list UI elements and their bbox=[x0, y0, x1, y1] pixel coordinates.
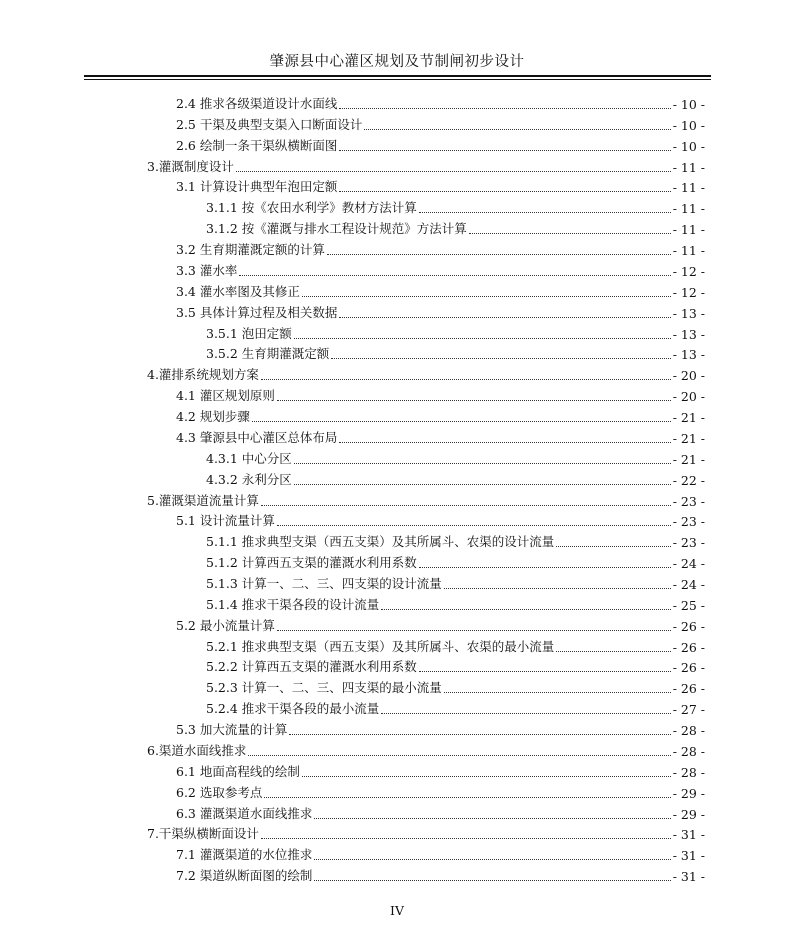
toc-entry[interactable] bbox=[176, 134, 705, 154]
toc-entry[interactable] bbox=[176, 843, 705, 863]
toc-dot-leader bbox=[302, 775, 671, 777]
toc-dot-leader bbox=[239, 274, 670, 276]
toc-entry-page: - 28 - bbox=[672, 743, 705, 759]
toc-entry-page: - 11 - bbox=[672, 243, 705, 259]
header-rule bbox=[84, 75, 711, 77]
toc-entry[interactable] bbox=[147, 739, 705, 759]
toc-entry[interactable] bbox=[176, 175, 705, 195]
toc-entry-page: - 26 - bbox=[672, 639, 705, 655]
toc-dot-leader bbox=[252, 420, 671, 422]
toc-entry-page: - 21 - bbox=[672, 430, 705, 446]
toc-entry-page: - 26 - bbox=[672, 660, 705, 676]
toc-entry-page: - 26 - bbox=[672, 618, 705, 634]
toc-entry-page: - 28 - bbox=[672, 723, 705, 739]
toc-entry[interactable] bbox=[147, 822, 705, 842]
toc-entry-page: - 21 - bbox=[672, 451, 705, 467]
toc-entry[interactable] bbox=[176, 301, 705, 321]
toc-entry-title: 4.2 规划步骤 bbox=[176, 409, 250, 425]
toc-dot-leader bbox=[339, 107, 670, 109]
toc-entry-page: - 23 - bbox=[672, 493, 705, 509]
toc-entry[interactable] bbox=[176, 802, 705, 822]
toc-entry-title: 5.1.3 计算一、二、三、四支渠的设计流量 bbox=[206, 576, 442, 591]
toc-dot-leader bbox=[339, 441, 670, 443]
toc-entry-title: 3.5 具体计算过程及相关数据 bbox=[176, 304, 338, 320]
toc-entry-page: - 25 - bbox=[672, 597, 705, 613]
toc-entry-page: - 11 - bbox=[672, 222, 705, 238]
toc-dot-leader bbox=[556, 650, 670, 652]
toc-entry-title: 6.渠道水面线推求 bbox=[147, 742, 247, 758]
toc-dot-leader bbox=[289, 733, 670, 735]
toc-dot-leader bbox=[277, 399, 671, 401]
toc-entry-title: 2.5 干渠及典型支渠入口断面设计 bbox=[176, 116, 363, 132]
toc-entry-title: 5.灌溉渠道流量计算 bbox=[147, 492, 259, 508]
toc-entry[interactable] bbox=[176, 718, 705, 738]
toc-entry[interactable] bbox=[206, 593, 705, 613]
toc-entry-title: 2.4 推求各级渠道设计水面线 bbox=[176, 96, 338, 111]
toc-entry-title: 3.1.1 按《农田水利学》教材方法计算 bbox=[206, 200, 417, 216]
toc-dot-leader bbox=[327, 253, 671, 255]
toc-entry-page: - 31 - bbox=[672, 869, 705, 885]
toc-entry-title: 2.6 绘制一条干渠纵横断面图 bbox=[176, 137, 338, 153]
toc-dot-leader bbox=[261, 378, 671, 380]
toc-entry-page: - 10 - bbox=[672, 117, 705, 133]
toc-entry-title: 3.4 灌水率图及其修正 bbox=[176, 283, 300, 299]
toc-dot-leader bbox=[419, 670, 671, 672]
toc-entry-title: 7.2 渠道纵断面图的绘制 bbox=[176, 868, 313, 884]
toc-entry[interactable] bbox=[176, 426, 705, 446]
toc-entry-page: - 20 - bbox=[672, 368, 705, 384]
toc-entry[interactable] bbox=[176, 760, 705, 780]
toc-entry-page: - 29 - bbox=[672, 806, 705, 822]
toc-entry-title: 7.1 灌溉渠道的水位推求 bbox=[176, 847, 313, 863]
toc-entry-title: 3.5.1 泡田定额 bbox=[206, 325, 292, 341]
toc-dot-leader bbox=[339, 316, 670, 318]
toc-entry[interactable] bbox=[206, 530, 705, 550]
toc-entry-page: - 24 - bbox=[672, 577, 705, 592]
toc-dot-leader bbox=[277, 629, 671, 631]
toc-entry-title: 5.2.4 推求干渠各段的最小流量 bbox=[206, 701, 380, 717]
toc-dot-leader bbox=[444, 691, 671, 693]
toc-entry-page: - 22 - bbox=[672, 472, 705, 488]
toc-entry-page: - 31 - bbox=[672, 827, 705, 843]
toc-entry[interactable] bbox=[176, 384, 705, 404]
toc-entry-page: - 10 - bbox=[672, 138, 705, 154]
toc-dot-leader bbox=[261, 504, 671, 506]
toc-entry-page: - 13 - bbox=[672, 347, 705, 363]
toc-entry-title: 7.干渠纵横断面设计 bbox=[147, 826, 259, 842]
toc-dot-leader bbox=[294, 483, 671, 485]
toc-entry-page: - 12 - bbox=[672, 284, 705, 300]
toc-entry-title: 3.3 灌水率 bbox=[176, 262, 238, 278]
toc-entry-page: - 13 - bbox=[672, 326, 705, 342]
toc-entry[interactable] bbox=[206, 655, 705, 675]
toc-entry-page: - 28 - bbox=[672, 764, 705, 780]
toc-entry-title: 4.3 肇源县中心灌区总体布局 bbox=[176, 429, 338, 445]
toc-dot-leader bbox=[294, 337, 671, 339]
toc-entry-page: - 12 - bbox=[672, 263, 705, 279]
toc-entry-page: - 31 - bbox=[672, 848, 705, 864]
toc-entry-title: 3.1 计算设计典型年泡田定额 bbox=[176, 179, 338, 195]
toc-entry[interactable] bbox=[206, 551, 705, 571]
toc-dot-leader bbox=[314, 817, 670, 819]
toc-dot-leader bbox=[236, 170, 671, 172]
toc-entry-title: 5.1 设计流量计算 bbox=[176, 513, 275, 529]
toc-entry[interactable] bbox=[147, 489, 705, 509]
toc-entry[interactable] bbox=[206, 196, 705, 216]
toc-entry-title: 5.3 加大流量的计算 bbox=[176, 722, 288, 738]
toc-dot-leader bbox=[294, 462, 671, 464]
toc-entry[interactable] bbox=[147, 155, 705, 175]
toc-entry-title: 6.1 地面高程线的绘制 bbox=[176, 763, 300, 779]
toc-entry-page: - 26 - bbox=[672, 681, 705, 697]
toc-entry-title: 3.灌溉制度设计 bbox=[147, 158, 234, 174]
toc-dot-leader bbox=[314, 879, 670, 881]
toc-entry-title: 5.2.2 计算西五支渠的灌溉水利用系数 bbox=[206, 659, 417, 675]
toc-entry-title: 6.2 选取参考点 bbox=[176, 784, 263, 800]
toc-entry-page: - 10 - bbox=[672, 97, 705, 112]
toc-dot-leader bbox=[261, 837, 671, 839]
toc-dot-leader bbox=[264, 796, 670, 798]
toc-entry-title: 4.3.2 永利分区 bbox=[206, 471, 292, 487]
toc-entry[interactable] bbox=[206, 676, 705, 696]
toc-dot-leader bbox=[277, 524, 671, 526]
toc-dot-leader bbox=[419, 566, 671, 568]
toc-dot-leader bbox=[248, 754, 670, 756]
toc-entry-page: - 27 - bbox=[672, 702, 705, 718]
toc-dot-leader bbox=[381, 712, 670, 714]
toc-entry[interactable] bbox=[206, 572, 705, 592]
toc-entry-page: - 23 - bbox=[672, 514, 705, 530]
toc-entry[interactable] bbox=[206, 468, 705, 488]
toc-entry-page: - 23 - bbox=[672, 535, 705, 551]
toc-entry[interactable] bbox=[176, 509, 705, 529]
toc-dot-leader bbox=[381, 608, 670, 610]
toc-entry-title: 4.灌排系统规划方案 bbox=[147, 367, 259, 383]
toc-dot-leader bbox=[339, 190, 670, 192]
toc-dot-leader bbox=[364, 128, 670, 130]
toc-entry-page: - 11 - bbox=[672, 180, 705, 196]
toc-entry[interactable] bbox=[206, 342, 705, 362]
toc-entry[interactable] bbox=[176, 864, 705, 884]
toc-entry-page: - 11 - bbox=[672, 159, 705, 175]
toc-entry[interactable] bbox=[206, 322, 705, 342]
toc-entry-title: 6.3 灌溉渠道水面线推求 bbox=[176, 805, 313, 821]
toc-entry[interactable] bbox=[176, 259, 705, 279]
toc-entry[interactable] bbox=[206, 635, 705, 655]
toc-entry[interactable] bbox=[176, 113, 705, 133]
toc-dot-leader bbox=[339, 149, 670, 151]
header-rule-thin bbox=[84, 79, 711, 80]
toc-entry[interactable] bbox=[147, 363, 705, 383]
toc-entry-page: - 24 - bbox=[672, 556, 705, 572]
toc-dot-leader bbox=[302, 295, 671, 297]
toc-entry[interactable] bbox=[176, 614, 705, 634]
toc-entry-page: - 11 - bbox=[672, 201, 705, 217]
toc-entry-page: - 29 - bbox=[672, 785, 705, 801]
toc-dot-leader bbox=[444, 587, 671, 589]
toc-dot-leader bbox=[314, 858, 670, 860]
toc-entry-page: - 20 - bbox=[672, 389, 705, 405]
toc-entry-title: 5.1.2 计算西五支渠的灌溉水利用系数 bbox=[206, 555, 417, 571]
toc-entry[interactable] bbox=[176, 238, 705, 258]
toc-dot-leader bbox=[419, 211, 671, 213]
toc-entry-title: 5.2.1 推求典型支渠（西五支渠）及其所属斗、农渠的最小流量 bbox=[206, 638, 555, 654]
toc-entry[interactable] bbox=[206, 217, 705, 237]
toc-entry[interactable] bbox=[176, 92, 705, 112]
running-header: 肇源县中心灌区规划及节制闸初步设计 bbox=[269, 54, 525, 70]
toc-entry[interactable] bbox=[176, 280, 705, 300]
toc-entry-title: 3.1.2 按《灌溉与排水工程设计规范》方法计算 bbox=[206, 221, 467, 237]
toc-entry-title: 3.2 生育期灌溉定额的计算 bbox=[176, 242, 325, 258]
toc-entry-title: 4.3.1 中心分区 bbox=[206, 450, 292, 466]
toc-entry[interactable] bbox=[176, 405, 705, 425]
toc-dot-leader bbox=[331, 357, 670, 359]
toc-entry-title: 3.5.2 生育期灌溉定额 bbox=[206, 346, 330, 362]
toc-entry-title: 5.1.4 推求干渠各段的设计流量 bbox=[206, 596, 380, 612]
toc-entry-title: 5.2.3 计算一、二、三、四支渠的最小流量 bbox=[206, 680, 442, 696]
toc-dot-leader bbox=[556, 545, 670, 547]
toc-entry[interactable] bbox=[206, 447, 705, 467]
page-number: IV bbox=[390, 903, 404, 918]
toc-entry-title: 4.1 灌区规划原则 bbox=[176, 388, 275, 404]
toc-entry[interactable] bbox=[206, 697, 705, 717]
toc-entry[interactable] bbox=[176, 781, 705, 801]
toc-entry-page: - 13 - bbox=[672, 305, 705, 321]
toc-dot-leader bbox=[469, 232, 671, 234]
toc-entry-title: 5.2 最小流量计算 bbox=[176, 617, 275, 633]
toc-entry-page: - 21 - bbox=[672, 410, 705, 426]
toc-entry-title: 5.1.1 推求典型支渠（西五支渠）及其所属斗、农渠的设计流量 bbox=[206, 534, 555, 550]
